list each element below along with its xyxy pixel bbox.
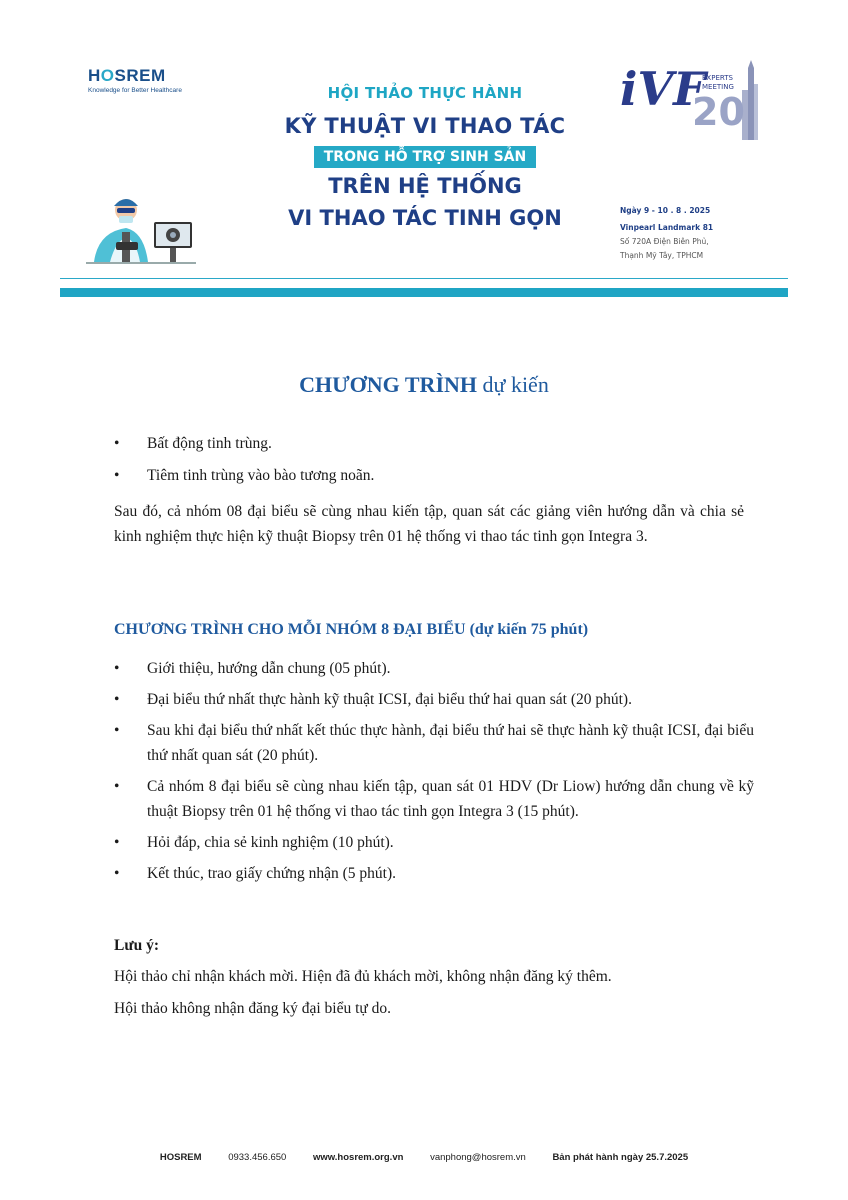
ivf-logo-sub1: EXPERTS bbox=[702, 74, 733, 82]
page-footer bbox=[0, 1152, 848, 1163]
event-address-line-1: Số 720A Điện Biên Phủ, bbox=[620, 237, 709, 246]
list-item bbox=[114, 830, 754, 855]
ivf-logo-text: iVF bbox=[620, 62, 706, 116]
list-item-text: Cả nhóm 8 đại biểu sẽ cùng nhau kiến tập, quan sát 01 HDV (Dr Liow) hướng dẫn chung về kỹ thuật Biopsy trên 01 hệ thống vi thao tác tinh gọn Integra 3 (15 phút). bbox=[147, 778, 754, 820]
list-item bbox=[114, 656, 754, 681]
list-item bbox=[114, 687, 754, 712]
logo-tagline: Knowledge for Better Healthcare bbox=[88, 87, 182, 94]
note-line-2: Hội thảo không nhận đăng ký đại biểu tự do. bbox=[114, 1000, 392, 1017]
list-item bbox=[114, 465, 754, 487]
microscope-illustration-icon bbox=[86, 188, 196, 266]
event-address-line-2: Thạnh Mỹ Tây, TPHCM bbox=[620, 251, 704, 260]
bullet-icon: • bbox=[114, 691, 120, 708]
note-line-1: Hội thảo chỉ nhận khách mời. Hiện đã đủ khách mời, không nhận đăng ký thêm. bbox=[114, 968, 612, 985]
list-item-text: Bất động tinh trùng. bbox=[147, 435, 272, 452]
heading-rest: dự kiến bbox=[477, 372, 549, 397]
list-item bbox=[114, 718, 754, 768]
footer-release-date: Bản phát hành ngày 25.7.2025 bbox=[552, 1152, 689, 1163]
footer-phone: 0933.456.650 bbox=[228, 1152, 287, 1163]
title-line-5: VI THAO TÁC TINH GỌN bbox=[288, 206, 562, 230]
footer-website-link[interactable]: www.hosrem.org.vn bbox=[312, 1152, 404, 1163]
logo-name-pre: H bbox=[88, 66, 101, 85]
list-item-text: Hỏi đáp, chia sẻ kinh nghiệm (10 phút). bbox=[147, 834, 394, 851]
note-heading: Lưu ý: bbox=[114, 937, 160, 954]
list-item-text: Sau khi đại biểu thứ nhất kết thúc thực hành, đại biểu thứ hai sẽ thực hành kỹ thuật ICSI, đại biểu thứ nhất quan sát (20 phút). bbox=[147, 722, 754, 764]
title-line-1: HỘI THẢO THỰC HÀNH bbox=[327, 84, 523, 102]
logo-name-post: SREM bbox=[114, 66, 166, 85]
list-item bbox=[114, 774, 754, 824]
intro-paragraph: Sau đó, cả nhóm 08 đại biểu sẽ cùng nhau kiến tập, quan sát các giảng viên hướng dẫn và chia sẻ kinh nghiệm thực hiện kỹ thuật Biopsy trên 01 hệ thống vi thao tác tinh gọn Integra 3. bbox=[114, 503, 744, 545]
bullet-icon: • bbox=[114, 834, 120, 851]
list-item-text: Kết thúc, trao giấy chứng nhận (5 phút). bbox=[147, 865, 397, 882]
list-item bbox=[114, 861, 754, 886]
title-line-2: KỸ THUẬT VI THAO TÁC bbox=[284, 114, 566, 138]
list-item bbox=[114, 433, 754, 455]
list-item-text: Đại biểu thứ nhất thực hành kỹ thuật ICSI, đại biểu thứ hai quan sát (20 phút). bbox=[147, 691, 632, 708]
list-item-text: Giới thiệu, hướng dẫn chung (05 phút). bbox=[147, 660, 391, 677]
event-date: Ngày 9 - 10 . 8 . 2025 bbox=[620, 206, 711, 215]
title-line-4: TRÊN HỆ THỐNG bbox=[328, 174, 522, 198]
group-program-heading: CHƯƠNG TRÌNH CHO MỖI NHÓM 8 ĐẠI BIỂU (dự kiến 75 phút) bbox=[114, 621, 589, 638]
ivf-logo-number: 20 bbox=[692, 90, 745, 134]
ivf-experts-meeting-logo bbox=[620, 60, 760, 145]
footer-email-link[interactable]: vanphong@hosrem.vn bbox=[430, 1152, 526, 1163]
event-info bbox=[620, 204, 713, 263]
bullet-icon: • bbox=[114, 722, 120, 739]
heading-bold: CHƯƠNG TRÌNH bbox=[299, 372, 478, 397]
page-heading bbox=[0, 372, 848, 398]
event-title-block bbox=[270, 84, 580, 230]
bullet-icon: • bbox=[114, 660, 120, 677]
intro-bullet-list bbox=[114, 433, 754, 497]
ivf-logo-sub2: MEETING bbox=[702, 83, 734, 91]
bullet-icon: • bbox=[114, 778, 120, 795]
bullet-icon: • bbox=[114, 467, 120, 484]
bullet-icon: • bbox=[114, 435, 120, 452]
bullet-icon: • bbox=[114, 865, 120, 882]
header-divider-thick bbox=[60, 288, 788, 297]
event-venue: Vinpearl Landmark 81 bbox=[620, 223, 714, 232]
group-program-list bbox=[114, 656, 754, 892]
list-item-text: Tiêm tinh trùng vào bào tương noãn. bbox=[147, 467, 375, 484]
title-line-3-highlight: TRONG HỖ TRỢ SINH SẢN bbox=[314, 146, 536, 168]
footer-org: HOSREM bbox=[159, 1152, 202, 1163]
hosrem-logo bbox=[88, 66, 182, 94]
header-divider-thin bbox=[60, 278, 788, 279]
logo-name-o: O bbox=[100, 66, 115, 85]
